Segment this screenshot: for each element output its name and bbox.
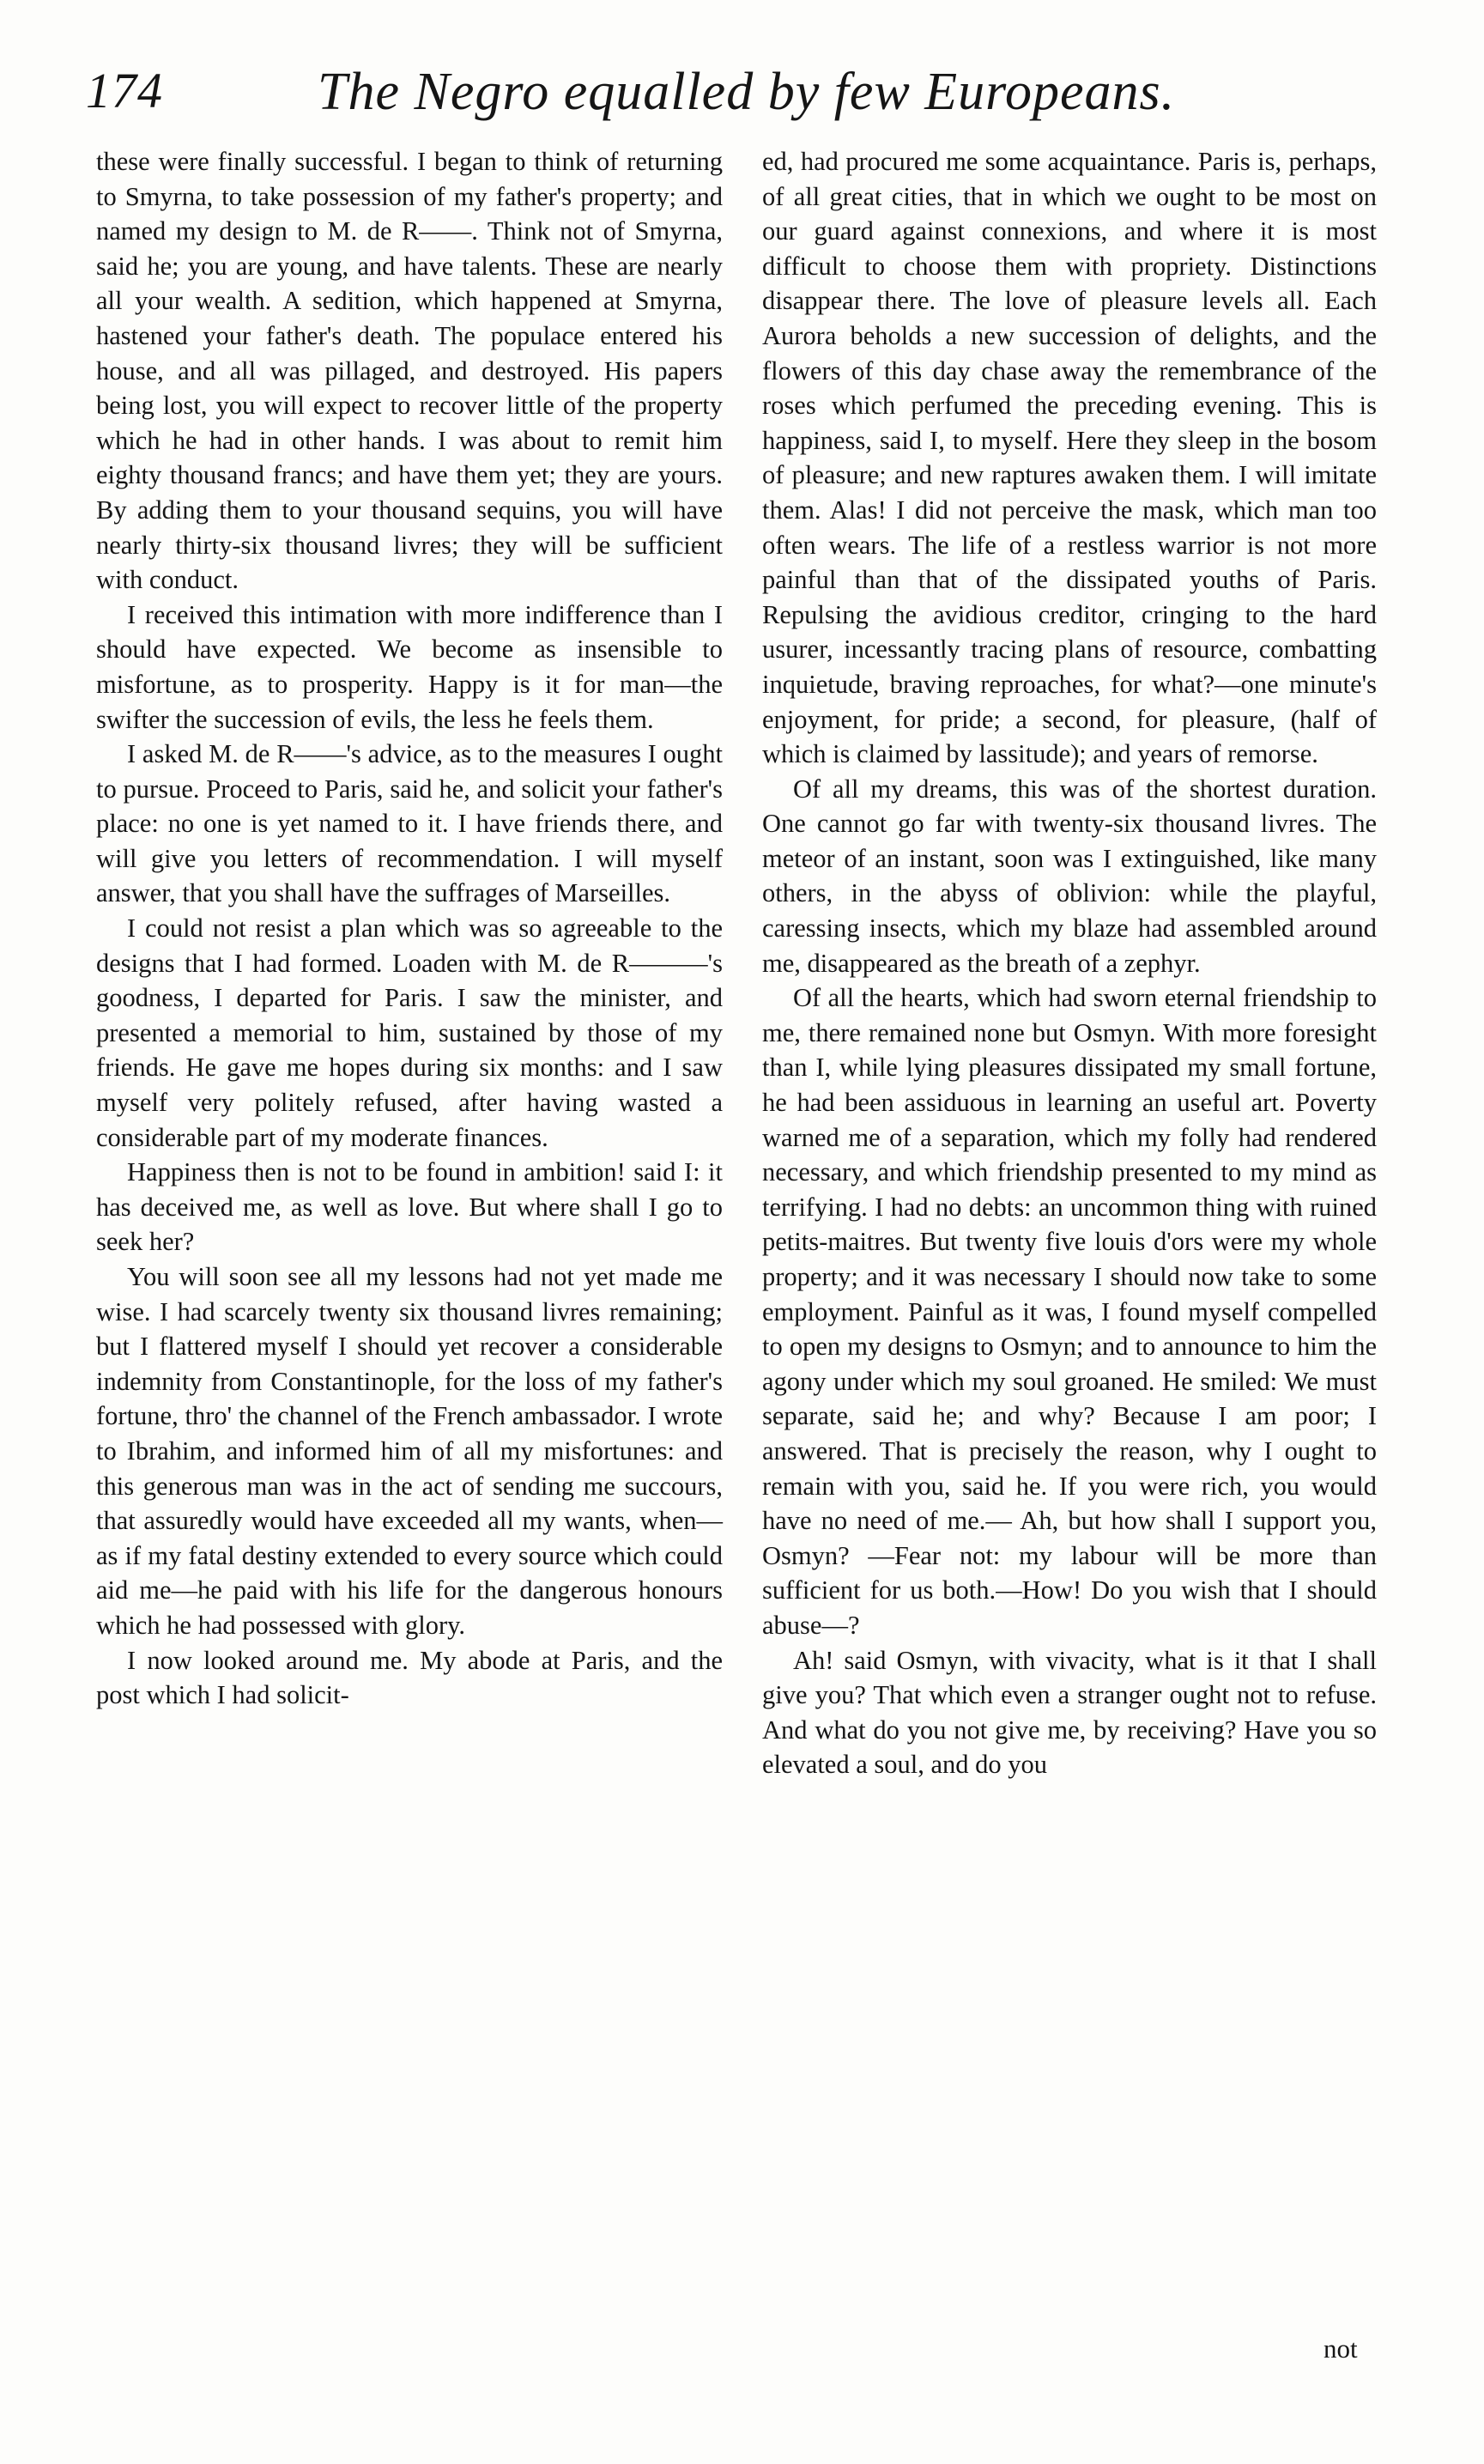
paragraph: Of all the hearts, which had sworn eternal friendship to me, there remained none but Osmyn. With more foresight than I, while lying pleasures dissipated my small fortune, he had been assiduous in learning an useful art. Poverty warned me of a separation, which my folly had rendered necessary, and which friendship presented to my mind as terrifying. I had no debts: an uncommon thing with ruined petits-maitres. But twenty five louis d'ors were my whole property; and it was necessary I should now take to some employment. Painful as it was, I found myself compelled to open my designs to Osmyn; and to announce to him the agony under which my soul groaned. He smiled: We must separate, said he; and why? Because I am poor; I answered. That is precisely the reason, why I ought to remain with you, said he. If you were rich, you would have no need of me.— Ah, but how shall I support you, Osmyn? —Fear not: my labour will be more than sufficient for us both.—How! Do you wish that I should abuse—? [762,983,1377,1640]
paragraph: I now looked around me. My abode at Paris, and the post which I had solicit- [96,1645,723,1710]
paragraph: Ah! said Osmyn, with vivacity, what is it that I shall give you? That which even a stranger ought not to refuse. And what do you not give me, by receiving? Have you so elevated a soul, and do you [762,1645,1377,1780]
right-column [762,144,1377,1782]
paragraph: I asked M. de R——'s advice, as to the measures I ought to pursue. Proceed to Paris, said he, and solicit your father's place: no one is yet named to it. I have friends there, and will give you letters of recommendation. I will myself answer, that you shall have the suffrages of Marseilles. [96,739,723,908]
paragraph: Happiness then is not to be found in ambition! said I: it has deceived me, as well as love. But where shall I go to seek her? [96,1157,723,1257]
paragraph: ed, had procured me some acquaintance. Paris is, perhaps, of all great cities, that in which we ought to be most on our guard against connexions, and where it is most difficult to choose them with propriety. Distinctions disappear there. The love of pleasure levels all. Each Aurora beholds a new succession of delights, and the flowers of this day chase away the remembrance of the roses which perfumed the preceding evening. This is happiness, said I, to myself. Here they sleep in the bosom of pleasure; and new raptures awaken them. I will imitate them. Alas! I did not perceive the mask, which man too often wears. The life of a restless warrior is not more painful than that of the dissipated youths of Paris. Repulsing the avidious creditor, cringing to the hard usurer, incessantly tracing plans of resource, combatting inquietude, braving reproaches, for what?—one minute's enjoyment, for pride; a second, for pleasure, (half of which is claimed by lassitude); and years of remorse. [762,147,1377,769]
paragraph: these were finally successful. I began to think of returning to Smyrna, to take possession of my father's property; and named my design to M. de R——. Think not of Smyrna, said he; you are young, and have talents. These are nearly all your wealth. A sedition, which happened at Smyrna, hastened your father's death. The populace entered his house, and all was pillaged, and destroyed. His papers being lost, you will expect to recover little of the property which he had in other hands. I was about to remit him eighty thousand francs; and have them yet; they are yours. By adding them to your thousand sequins, you will have nearly thirty-six thousand livres; they will be sufficient with conduct. [96,147,723,595]
left-column [96,144,723,1713]
running-title: The Negro equalled by few Europeans. [318,63,1176,121]
paragraph: I could not resist a plan which was so agreeable to the designs that I had formed. Loaden with M. de R———'s goodness, I departed for Paris. I saw the minister, and presented a memorial to him, sustained by those of my friends. He gave me hopes during six months: and I saw myself very politely refused, after having wasted a considerable part of my moderate finances. [96,913,723,1152]
page-header [86,62,1373,156]
paragraph: You will soon see all my lessons had not yet made me wise. I had scarcely twenty six thousand livres remaining; but I flattered myself I should yet recover a considerable indemnity from Constantinople, for the loss of my father's fortune, thro' the channel of the French ambassador. I wrote to Ibrahim, and informed him of all my misfortunes: and this generous man was in the act of sending me succours, that assuredly would have exceeded all my wants, when—as if my fatal destiny extended to every source which could aid me—he paid with his life for the dangerous honours which he had possessed with glory. [96,1262,723,1640]
paragraph: I received this intimation with more indifference than I should have expected. We become as insensible to misfortune, as to prosperity. Happy is it for man—the swifter the succession of evils, the less he feels them. [96,599,723,734]
paragraph: Of all my dreams, this was of the shortest duration. One cannot go far with twenty-six thousand livres. The meteor of an instant, soon was I extinguished, like many others, in the abyss of oblivion: while the playful, caressing insects, which my blaze had assembled around me, disappeared as the breath of a zephyr. [762,774,1377,978]
page-number: 174 [86,63,163,118]
catchword: not [1323,2334,1358,2364]
